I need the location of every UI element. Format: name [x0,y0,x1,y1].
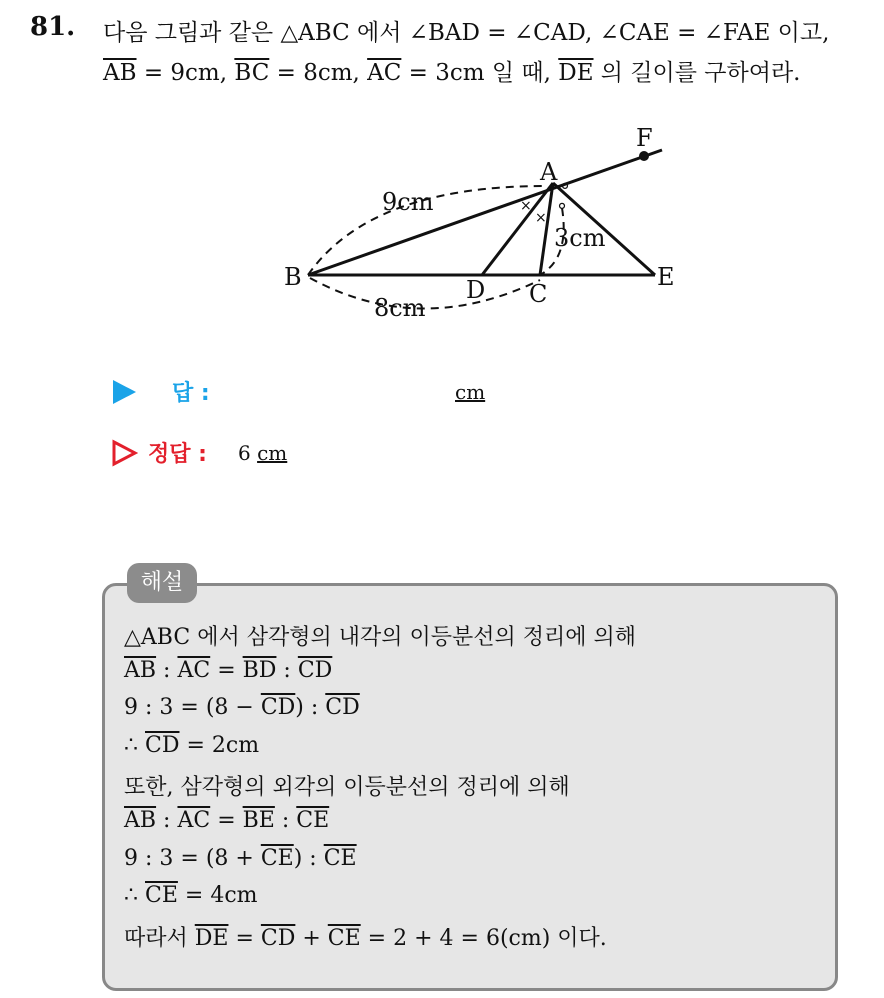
seg: $\overline{CE}$ [145,883,178,909]
seg: $\overline{BE}$ [242,807,275,833]
solution-line-5: 또한, 삼각형의 외각의 이등분선의 정리에 의해 [124,775,570,801]
correct-answer-unit: cm [257,441,288,465]
sep: : [274,807,297,833]
seg: $\overline{CE}$ [260,845,294,871]
segment-de: $\overline{DE}$ [558,60,594,86]
solution-line-9 [124,921,824,959]
answer-label: 답 : [172,381,210,406]
text: ) : [295,695,326,721]
ab-value: = 9cm, [136,60,235,86]
text: 9 : 3 = (8 + [124,845,261,871]
segment-bc: $\overline{BC}$ [234,60,270,86]
triangle-figure [270,118,690,328]
sep: = [210,807,243,833]
seg: $\overline{CD}$ [297,657,333,683]
angle-mark-circle-1: ° [560,179,570,203]
answer-input[interactable] [455,380,485,404]
text: = 2cm [179,732,260,758]
sep: : [276,657,298,683]
ac-value: = 3cm 일 때, [401,60,559,86]
seg: $\overline{CE}$ [327,925,361,951]
text: ∴ [124,732,145,758]
correct-answer-label: 정답 : [148,442,207,467]
solution-tab: 해설 [127,563,197,603]
solution-line-3 [124,695,824,733]
line-b-f [308,150,662,275]
text: = 2 + 4 = 6(cm) 이다. [360,925,607,951]
point-f-dot [639,151,649,161]
angle-mark-circle-2: ° [557,199,567,223]
seg: $\overline{DE}$ [194,925,229,951]
label-f: F [636,124,653,152]
segment-ac: $\overline{AC}$ [367,60,402,86]
solution-line-4 [124,733,824,771]
problem-line-1: 다음 그림과 같은 △ABC 에서 ∠BAD = ∠CAD, ∠CAE = ∠FAE 이고, [103,20,830,46]
seg: $\overline{CD}$ [325,695,360,721]
length-label-ab: 9cm [382,188,434,216]
sep: : [156,807,178,833]
seg: $\overline{CD}$ [145,732,180,758]
solution-line-8 [124,883,824,921]
seg: $\overline{AC}$ [177,807,211,833]
seg: $\overline{CE}$ [296,807,330,833]
text: 따라서 [124,925,195,951]
text: = 4cm [177,883,258,909]
bc-value: = 8cm, [269,60,368,86]
correct-answer-number: 6 [238,441,251,465]
sep: : [156,657,178,683]
play-arrow-icon [110,378,138,406]
label-c: C [529,280,548,308]
solution-line-7 [124,846,824,884]
outline-arrow-icon [110,439,138,467]
solution-line-1: △ABC 에서 삼각형의 내각의 이등분선의 정리에 의해 [124,625,636,650]
solution-line-2 [124,658,824,696]
seg: $\overline{BD}$ [242,657,277,683]
segment-ab: $\overline{AB}$ [103,60,137,86]
text: = [228,925,261,951]
seg: $\overline{CD}$ [260,925,296,951]
correct-answer-value [238,441,287,465]
seg: $\overline{CE}$ [323,845,357,871]
angle-mark-cross-2: × [535,210,547,226]
solution-text [124,620,824,958]
solution-line-6 [124,808,824,846]
text: ∴ [124,883,145,909]
seg: $\overline{CD}$ [260,695,296,721]
sep: = [210,657,243,683]
label-a: A [540,158,558,186]
seg: $\overline{AB}$ [124,807,157,833]
text: + [295,925,328,951]
angle-mark-cross-1: × [520,198,532,214]
text: 9 : 3 = (8 − [124,695,261,721]
seg: $\overline{AB}$ [124,657,157,683]
label-d: D [466,276,486,304]
problem-line-2 [103,54,801,87]
length-label-ac: 3cm [554,224,606,252]
problem-tail: 의 길이를 구하여라. [593,60,801,86]
label-e: E [657,263,675,291]
problem-number: 81. [30,12,76,42]
text: ) : [293,845,324,871]
label-b: B [284,263,302,291]
answer-unit: cm [455,380,486,404]
length-label-bc: 8cm [374,294,426,322]
seg: $\overline{AC}$ [177,657,211,683]
